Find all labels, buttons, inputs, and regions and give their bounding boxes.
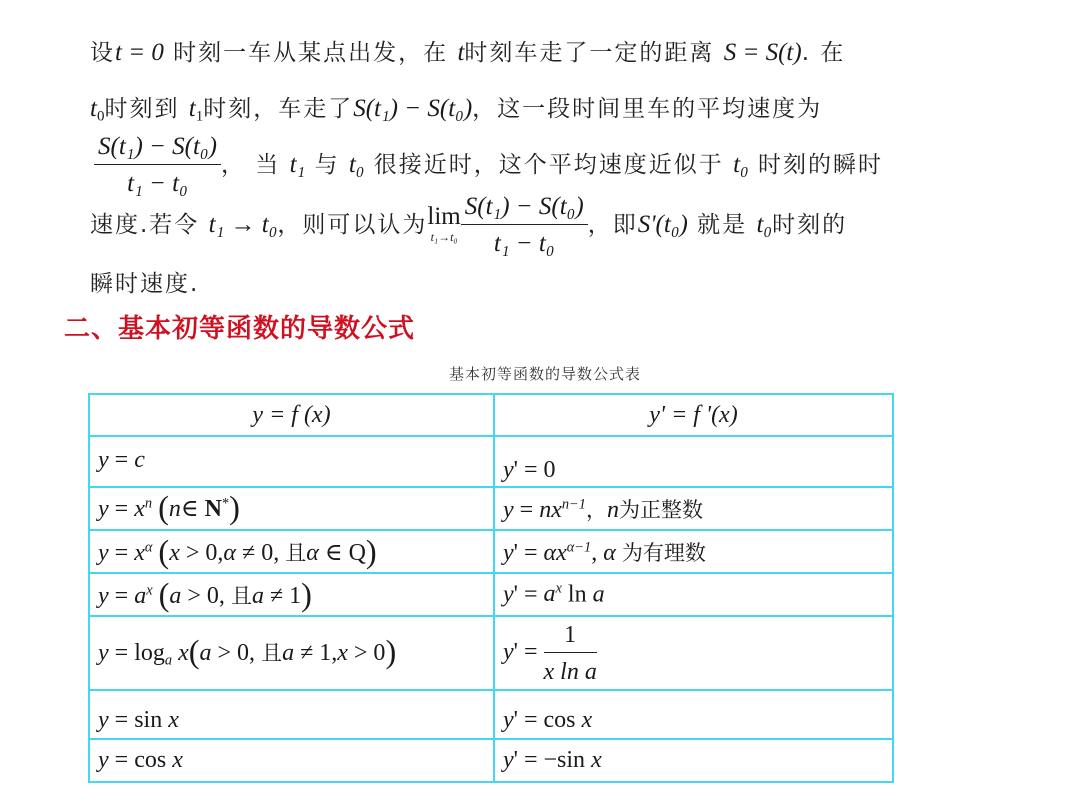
header-function: y = f (x) (89, 394, 494, 436)
math-t0: t₀ (348, 151, 365, 178)
cell-function: y = loga x(a > 0, 且a ≠ 1,x > 0) (89, 616, 494, 690)
math-t1: t₁ (289, 151, 306, 178)
text: 时刻到 (104, 96, 189, 122)
table-caption: 基本初等函数的导数公式表 (448, 365, 641, 383)
cell-derivative: y' = 0 (494, 436, 893, 487)
text: . 在 (801, 40, 846, 66)
math-t1: $t_1$ (188, 95, 204, 125)
derivative-formula-table (88, 393, 894, 783)
table-row (89, 616, 893, 690)
paragraph-line-2 (90, 92, 822, 133)
table-row (89, 739, 893, 782)
table-row (89, 436, 893, 487)
cell-derivative: y' = −sin x (494, 739, 893, 782)
text: 时刻的瞬时 (748, 152, 884, 178)
cell-derivative: y' = cos x (494, 690, 893, 739)
table-row (89, 487, 893, 530)
math-t: t (457, 39, 465, 66)
text: 设 (90, 40, 115, 66)
cell-function: $y = a^x$ (a > 0, 且a ≠ 1) (89, 573, 494, 616)
text: 瞬时速度. (90, 271, 200, 297)
math-t0: t₀ (756, 211, 773, 238)
derivative-limit-fraction: $\frac{\text{S(t₁) − S(t₀)}}{\text{t₁ − t₀}}$ (461, 192, 588, 259)
section-heading: 二、基本初等函数的导数公式 (64, 314, 416, 344)
limit-operator: lim t₁→t₀ (427, 202, 461, 244)
cell-function: $y = x^\alpha$ (x > 0,α ≠ 0, 且α ∈ Q) (89, 530, 494, 573)
header-derivative: y' = f '(x) (494, 394, 893, 436)
cell-function: y = c (89, 436, 494, 487)
text: ，则可以认为 (277, 212, 428, 238)
table-row (89, 573, 893, 616)
cell-derivative: $y = nx^{n-1}$，n为正整数 (494, 487, 893, 530)
text: 时刻车走了一定的距离 (464, 40, 724, 66)
cell-derivative: y' = $\frac{1}{\text{x ln a}}$ (494, 616, 893, 690)
paragraph-line-3 (94, 132, 883, 199)
math-t0: $t_0$ (90, 95, 105, 125)
cell-derivative: $y' = \alpha x^{\alpha-1}$, α 为有理数 (494, 530, 893, 573)
math-distance-function: S = S(t) (723, 39, 802, 66)
math-t0: t₀ (733, 151, 749, 178)
cell-function: y = cos x (89, 739, 494, 782)
table-header-row (89, 394, 893, 436)
text: 时刻的 (772, 212, 848, 238)
text: 时刻，车走了 (203, 96, 354, 122)
text: 时刻一车从某点出发，在 (163, 40, 458, 66)
text: ，这一段时间里车的平均速度为 (472, 96, 823, 122)
table-row (89, 690, 893, 739)
text: 很接近时，这个平均速度近似于 (364, 152, 734, 178)
text: ，即 (587, 212, 638, 238)
table-row (89, 530, 893, 573)
math-t1-to-t0: t₁ → t₀ (208, 211, 278, 238)
text: ， 当 (220, 152, 290, 178)
cell-derivative: $y' = a^x$ ln a (494, 573, 893, 616)
paragraph-line-4 (90, 192, 847, 259)
text: 速度.若令 (90, 212, 209, 238)
log-derivative-fraction: $\frac{1}{\text{x ln a}}$ (543, 621, 597, 685)
cell-function: $y = x^n$ (n∈ N*) (89, 487, 494, 530)
math-t-equals-0: t = 0 (115, 39, 164, 66)
paragraph-line-1 (90, 36, 845, 69)
average-velocity-fraction: $\frac{\text{S(t₁) − S(t₀)}}{\text{t₁ − t₀}}$ (94, 132, 221, 199)
cell-function: y = sin x (89, 690, 494, 739)
text: 与 (305, 152, 349, 178)
text: 就是 (687, 212, 757, 238)
math-derivative-s-t0: S'(t₀) (637, 211, 688, 238)
paragraph-line-5 (90, 267, 199, 300)
math-distance-difference: S(t₁) − S(t₀) (353, 95, 473, 122)
